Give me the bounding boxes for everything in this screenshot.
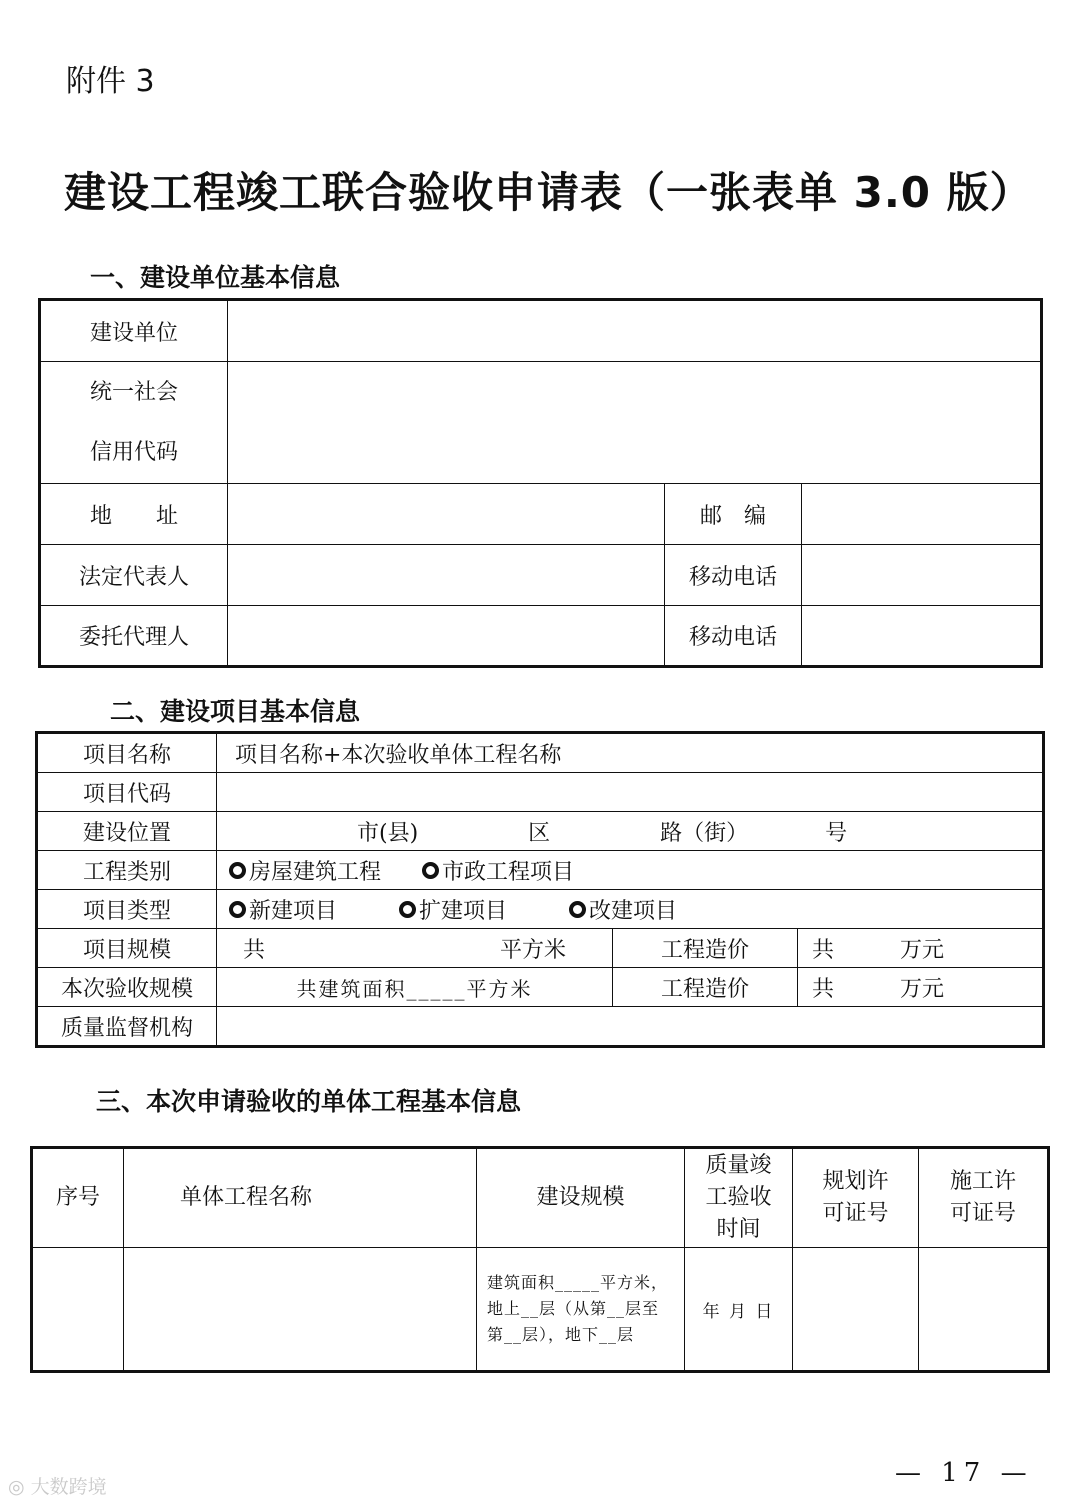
unit-field[interactable] [228,300,1042,362]
section2-heading: 二、建设项目基本信息 [110,697,361,726]
category-options [217,851,1044,890]
accept-scale-label: 本次验收规模 [37,968,217,1007]
row-date-cell[interactable]: 年 月 日 [685,1248,793,1372]
col-build-line2: 可证号 [949,1201,1016,1226]
col-no-header: 序号 [32,1148,124,1248]
single-project-table [30,1146,1050,1373]
project-info-table [35,731,1045,1048]
col-build-header [919,1148,1049,1248]
category-option-building[interactable] [229,855,381,886]
unit-label: 建设单位 [40,300,228,362]
legal-rep-mobile-field[interactable] [802,545,1042,606]
agent-mobile-label: 移动电话 [665,606,802,667]
row-plan-cell[interactable] [793,1248,919,1372]
scale-label: 项目规模 [37,929,217,968]
project-name-label: 项目名称 [37,733,217,773]
table-row [32,1248,1049,1372]
credit-code-line1: 统一社会 [89,379,178,405]
cost-field-1[interactable]: 共 万元 [798,929,1044,968]
category-option-municipal-label: 市政工程项目 [442,859,575,885]
category-label: 工程类别 [37,851,217,890]
col-time-header [685,1148,793,1248]
col-plan-header [793,1148,919,1248]
col-name-header: 单体工程名称 [124,1148,477,1248]
type-label: 项目类型 [37,890,217,929]
legal-rep-field[interactable] [228,545,665,606]
col-plan-line1: 规划许 [822,1169,889,1194]
project-code-label: 项目代码 [37,773,217,812]
page-title: 建设工程竣工联合验收申请表（一张表单 3.0 版） [64,168,1033,217]
col-time-line1: 质量竣 [705,1153,772,1178]
project-code-field[interactable] [217,773,1044,812]
radio-icon [229,901,246,918]
section1-heading: 一、建设单位基本信息 [90,263,341,292]
row-no-cell[interactable] [32,1248,124,1372]
scale-total-label: 共 [243,937,266,963]
construction-unit-table [38,298,1043,668]
type-option-new[interactable] [229,894,337,925]
radio-icon [399,901,416,918]
cost-label-2: 工程造价 [613,968,798,1007]
postcode-field[interactable] [802,484,1042,545]
col-build-line1: 施工许 [949,1169,1016,1194]
watermark-text: 大数跨境 [30,1476,107,1498]
col-time-line3: 时间 [716,1217,761,1242]
address-label: 地 址 [40,484,228,545]
agent-label: 委托代理人 [40,606,228,667]
category-option-building-label: 房屋建筑工程 [249,859,382,885]
cost-label-1: 工程造价 [613,929,798,968]
legal-rep-mobile-label: 移动电话 [665,545,802,606]
agent-field[interactable] [228,606,665,667]
cost-field-2[interactable]: 共 万元 [798,968,1044,1007]
type-options [217,890,1044,929]
type-option-expand[interactable] [399,894,507,925]
row-scale-cell[interactable]: 建筑面积_____平方米，地上__层（从第__层至第__层），地下__层 [477,1248,685,1372]
credit-code-label [40,362,228,484]
location-label: 建设位置 [37,812,217,851]
project-name-field[interactable]: 项目名称+本次验收单体工程名称 [217,733,1044,773]
attachment-label: 附件 3 [66,64,155,99]
row-name-cell[interactable] [124,1248,477,1372]
watermark-logo-icon: ◎ [8,1476,25,1498]
category-option-municipal[interactable] [422,855,574,886]
type-option-rebuild[interactable] [569,894,677,925]
scale-field[interactable] [217,929,613,968]
supervision-label: 质量监督机构 [37,1007,217,1047]
type-option-new-label: 新建项目 [249,898,338,924]
row-build-cell[interactable] [919,1248,1049,1372]
radio-icon [569,901,586,918]
type-option-rebuild-label: 改建项目 [589,898,678,924]
page-number: — 17 — [895,1458,1033,1488]
location-field[interactable]: 市(县) 区 路（街） 号 [217,812,1044,851]
col-plan-line2: 可证号 [822,1201,889,1226]
section3-heading: 三、本次申请验收的单体工程基本信息 [96,1087,522,1116]
type-option-expand-label: 扩建项目 [419,898,508,924]
scale-unit-label: 平方米 [499,937,566,963]
agent-mobile-field[interactable] [802,606,1042,667]
col-scale-header: 建设规模 [477,1148,685,1248]
credit-code-field[interactable] [228,362,1042,484]
radio-icon [422,862,439,879]
watermark [8,1472,107,1499]
postcode-label: 邮 编 [665,484,802,545]
address-field[interactable] [228,484,665,545]
legal-rep-label: 法定代表人 [40,545,228,606]
credit-code-line2: 信用代码 [89,439,178,465]
accept-scale-field[interactable]: 共建筑面积_____平方米 [217,968,613,1007]
col-time-line2: 工验收 [705,1185,772,1210]
supervision-field[interactable] [217,1007,1044,1047]
radio-icon [229,862,246,879]
